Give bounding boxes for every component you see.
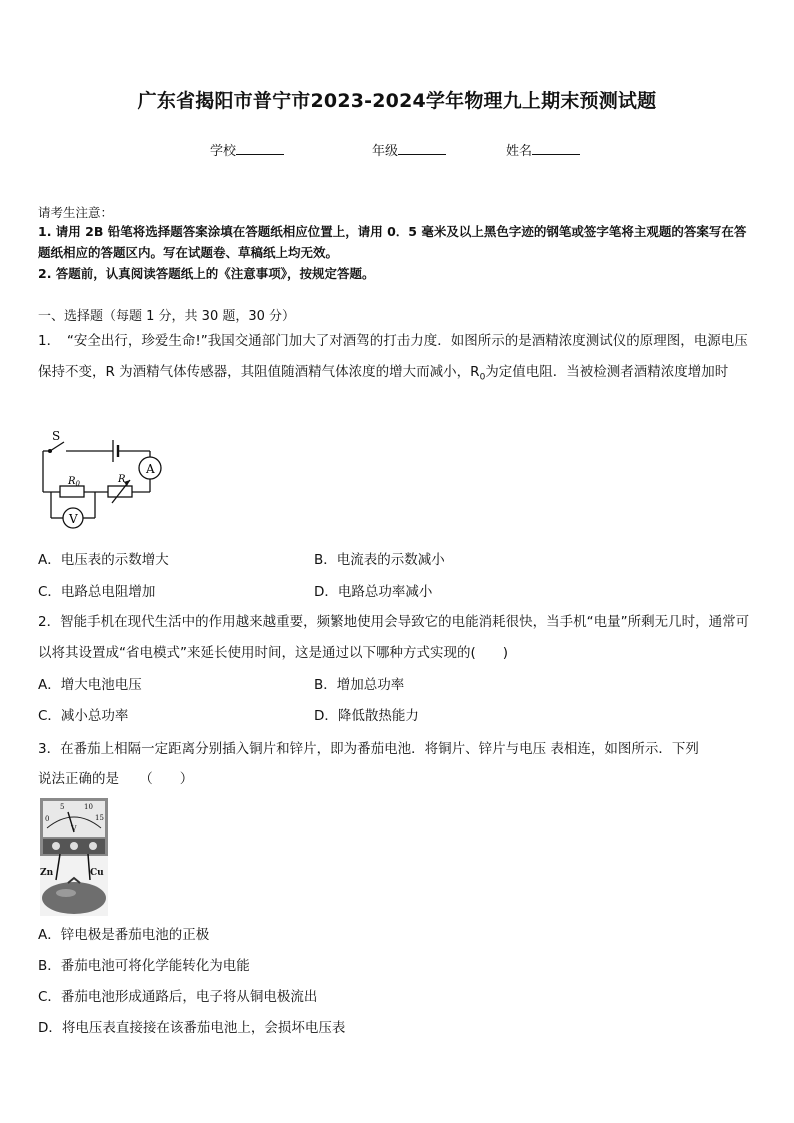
fixed-resistor-label: $R_0$ [68,476,80,488]
cu-label: Cu [90,868,104,878]
question-1-stem: 1． “安全出行，珍爱生命!”我国交通部门加大了对酒驾的打击力度．如图所示的是酒精浓度测试仪的原理图，电源电压保持不变，R 为酒精气体传感器，其阻值随酒精气体浓度的增大而减小，$R_0$为定值电阻．当被检测者酒精浓度增加时 [38,333,748,383]
notice-item-1: 1. 请用 2B 铅笔将选择题答案涂填在答题纸相应位置上，请用 0．5 毫米及以上黑色字迹的钢笔或签字笔将主观题的答案写在答题纸相应的答题区内。写在试题卷、草稿纸上均无效。 [38,224,747,260]
q1-option-c[interactable]: C．电路总电阻增加 [38,584,156,600]
q3-option-a[interactable]: A．锌电极是番茄电池的正极 [38,927,210,943]
scale-0: 0 [45,815,50,823]
q3-option-d[interactable]: D．将电压表直接接在该番茄电池上，会损坏电压表 [38,1020,346,1036]
school-blank[interactable] [236,142,284,155]
grade-blank[interactable] [398,142,446,155]
q1-option-a[interactable]: A．电压表的示数增大 [38,552,169,568]
ammeter-label: A [146,462,155,476]
notice-item-2: 2. 答题前，认真阅读答题纸上的《注意事项》，按规定答题。 [38,266,375,281]
q2-option-d[interactable]: D．降低散热能力 [314,708,419,724]
q3-option-b[interactable]: B．番茄电池可将化学能转化为电能 [38,958,250,974]
q2-option-b[interactable]: B．增加总功率 [314,677,405,693]
q2-option-a[interactable]: A．增大电池电压 [38,677,142,693]
grade-label: 年级 [372,144,399,159]
scale-5: 5 [60,803,65,811]
question-2-stem: 2．智能手机在现代生活中的作用越来越重要，频繁地使用会导致它的电能消耗很快，当手机“电量”所剩无几时，通常可以将其设置成“省电模式”来延长使用时间，这是通过以下哪种方式实现的( ) [38,614,750,661]
q1-option-d[interactable]: D．电路总功率减小 [314,584,433,600]
tomato-battery-image [38,798,110,916]
grade-field[interactable] [372,140,446,159]
page-title: 广东省揭阳市普宁市2023-2024学年物理九上期末预测试题 [137,90,657,112]
switch-label: S [52,429,61,443]
unit-v: V [71,824,77,833]
name-field[interactable] [506,140,580,159]
school-label: 学校 [210,144,237,159]
school-field[interactable] [210,140,284,159]
notice-heading: 请考生注意： [38,205,114,220]
scale-10: 10 [84,803,93,811]
q3-option-c[interactable]: C．番茄电池形成通路后，电子将从铜电极流出 [38,989,318,1005]
question-3-stem-line-2: 说法正确的是 （ ） [38,771,194,787]
sensor-resistor-label: R [118,474,126,485]
circuit-diagram [38,428,170,536]
name-blank[interactable] [532,142,580,155]
zn-label: Zn [40,868,54,878]
q2-option-c[interactable]: C．减小总功率 [38,708,129,724]
question-3-stem-line-1: 3．在番茄上相隔一定距离分别插入铜片和锌片，即为番茄电池．将铜片、锌片与电压 表相连，如图所示．下列 [38,741,699,757]
name-label: 姓名 [506,144,533,159]
voltmeter-label: V [69,512,78,526]
q1-option-b[interactable]: B．电流表的示数减小 [314,552,445,568]
scale-15: 15 [95,814,104,822]
section-heading: 一、选择题（每题 1 分，共 30 题，30 分） [38,309,296,324]
